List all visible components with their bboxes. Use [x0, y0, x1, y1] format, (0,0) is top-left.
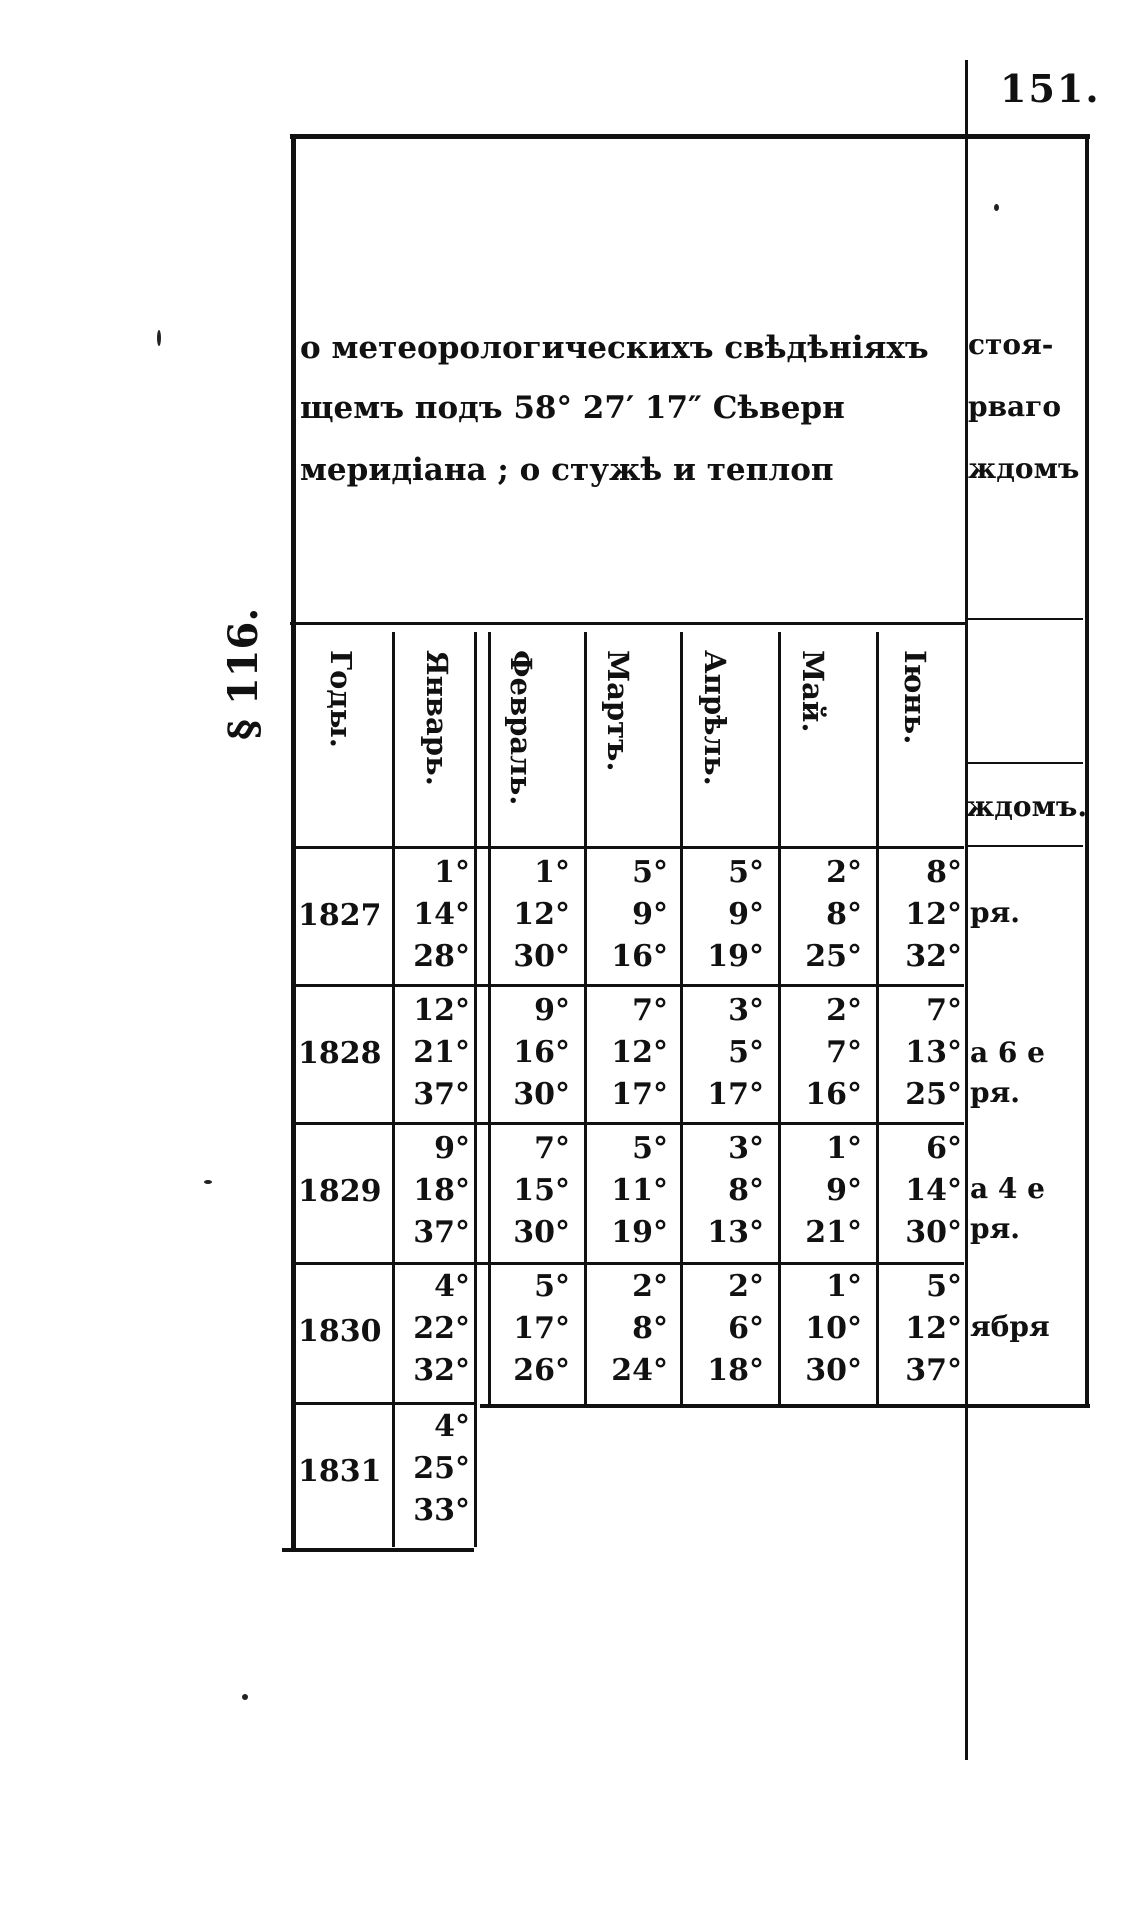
- title-line-1: о метеорологическихъ свѣдѣнiяхъ: [300, 330, 929, 366]
- cell-1829-may: 1° 9° 21°: [805, 1131, 862, 1250]
- right-row-fragment-1: ря.: [970, 896, 1021, 929]
- table-bottom: [480, 1404, 1090, 1408]
- print-speck: [157, 330, 161, 346]
- cell-1827-jan: 1° 14° 28°: [413, 855, 470, 974]
- cell-1829-feb: 7° 15° 30°: [513, 1131, 570, 1250]
- right-fragment-2: рвагo: [968, 390, 1062, 423]
- cell-1827-feb: 1° 12° 30°: [513, 855, 570, 974]
- right-row-fragment-6: ября: [970, 1310, 1050, 1343]
- table-bottom-left: [282, 1548, 474, 1552]
- year-1827: 1827: [298, 898, 382, 933]
- cell-1830-jan: 4° 22° 32°: [413, 1269, 470, 1388]
- right-row-fragment-5: ря.: [970, 1212, 1021, 1245]
- right-border: [1085, 134, 1089, 1404]
- cell-1829-mar: 5° 11° 19°: [611, 1131, 668, 1250]
- print-speck: [994, 204, 999, 211]
- year-1831: 1831: [298, 1454, 382, 1489]
- cell-1827-jun: 8° 12° 32°: [905, 855, 962, 974]
- cell-1830-feb: 5° 17° 26°: [513, 1269, 570, 1388]
- column-header-june: Iюнь.: [898, 650, 932, 745]
- cell-1828-mar: 7° 12° 17°: [611, 993, 668, 1112]
- right-row-fragment-4: а 4 е: [970, 1172, 1045, 1205]
- column-header-april: Апрѣль.: [698, 650, 732, 786]
- column-header-may: Май.: [796, 650, 830, 733]
- section-mark: § 116.: [220, 607, 267, 740]
- cell-1828-jan: 12° 21° 37°: [413, 993, 470, 1112]
- title-line-3: меридiана ; о стужѣ и теплоп: [300, 452, 834, 488]
- column-header-february: Февраль.: [504, 650, 538, 806]
- top-border: [290, 134, 1090, 139]
- left-border: [291, 134, 296, 1550]
- print-speck: [242, 1694, 248, 1700]
- cell-1830-may: 1° 10° 30°: [805, 1269, 862, 1388]
- cell-1831-jan: 4° 25° 33°: [413, 1409, 470, 1528]
- page-number: 151.: [1000, 66, 1101, 111]
- right-fragment-3: ждомъ: [968, 452, 1080, 485]
- right-fragment-1: стоя-: [968, 328, 1054, 361]
- title-line-2: щемъ подъ 58° 27′ 17″ Сѣверн: [300, 390, 845, 426]
- year-1828: 1828: [298, 1036, 382, 1071]
- cell-1828-feb: 9° 16° 30°: [513, 993, 570, 1112]
- column-header-january: Январь.: [420, 650, 454, 786]
- cell-1828-may: 2° 7° 16°: [805, 993, 862, 1112]
- cell-1830-apr: 2° 6° 18°: [707, 1269, 764, 1388]
- year-1830: 1830: [298, 1314, 382, 1349]
- print-speck: [204, 1180, 212, 1184]
- right-row-fragment-2: а 6 е: [970, 1036, 1045, 1069]
- cell-1827-mar: 5° 9° 16°: [611, 855, 668, 974]
- cell-1829-jun: 6° 14° 30°: [905, 1131, 962, 1250]
- cell-1829-apr: 3° 8° 13°: [707, 1131, 764, 1250]
- cell-1827-may: 2° 8° 25°: [805, 855, 862, 974]
- fold-line: [965, 60, 968, 1760]
- cell-1828-jun: 7° 13° 25°: [905, 993, 962, 1112]
- cell-1828-apr: 3° 5° 17°: [707, 993, 764, 1112]
- cell-1827-apr: 5° 9° 19°: [707, 855, 764, 974]
- year-1829: 1829: [298, 1174, 382, 1209]
- cell-1830-jun: 5° 12° 37°: [905, 1269, 962, 1388]
- right-sub-header: ждомъ.: [966, 790, 1088, 823]
- header-divider: [290, 622, 965, 625]
- cell-1830-mar: 2° 8° 24°: [611, 1269, 668, 1388]
- cell-1829-jan: 9° 18° 37°: [413, 1131, 470, 1250]
- column-header-years: Годы.: [324, 650, 358, 748]
- column-header-march: Мартъ.: [601, 650, 635, 772]
- right-row-fragment-3: ря.: [970, 1076, 1021, 1109]
